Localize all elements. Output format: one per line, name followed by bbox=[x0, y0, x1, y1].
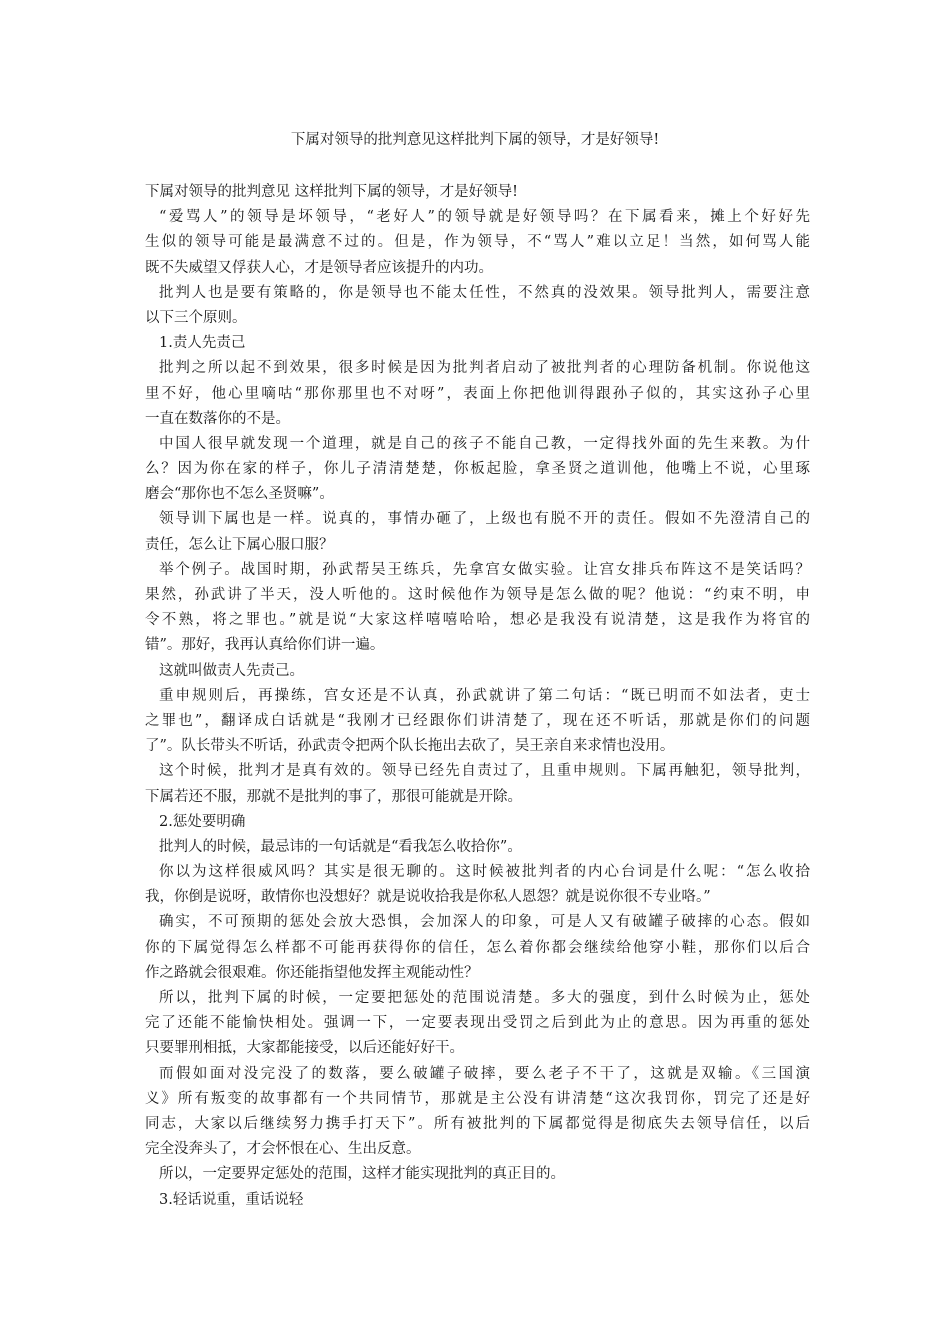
text-line: 既不失威望又俘获人心，才是领导者应该提升的内功。 bbox=[145, 259, 493, 276]
document-body bbox=[145, 180, 810, 1213]
text-line: “爱骂人”的领导是坏领导，“老好人”的领导就是好领导吗？在下属看来，摊上个好好先 bbox=[159, 209, 810, 226]
text-line: 么？因为你在家的样子，你儿子清清楚楚，你板起脸，拿圣贤之道训他，他嘴上不说，心里琢 bbox=[145, 461, 810, 478]
text-line: 磨会“那你也不怎么圣贤嘛”。 bbox=[145, 486, 334, 503]
text-line: 2.惩处要明确 bbox=[159, 813, 246, 830]
text-line: 同志，大家以后继续努力携手打天下”。所有被批判的下属都觉得是彻底失去领导信任，以后 bbox=[145, 1115, 810, 1132]
text-line: 所以，批判下属的时候，一定要把惩处的范围说清楚。多大的强度，到什么时候为止，惩处 bbox=[159, 990, 810, 1006]
text-line: 只要罪刑相抵，大家都能接受，以后还能好好干。 bbox=[145, 1040, 464, 1057]
text-line: 3.轻话说重，重话说轻 bbox=[159, 1191, 304, 1208]
text-line: 这就叫做责人先责己。 bbox=[159, 662, 304, 679]
text-line: 重申规则后，再操练，宫女还是不认真，孙武就讲了第二句话：“既已明而不如法者，吏士 bbox=[159, 687, 810, 704]
text-line: 生似的领导可能是最满意不过的。但是，作为领导，不“骂人”难以立足！当然，如何骂人能 bbox=[145, 234, 810, 251]
text-line: 作之路就会很艰难。你还能指望他发挥主观能动性？ bbox=[145, 964, 479, 981]
text-line: 错”。那好，我再认真给你们讲一遍。 bbox=[145, 637, 385, 654]
text-line: 你以为这样很威风吗？其实是很无聊的。这时候被批判者的内心台词是什么呢：“怎么收拾 bbox=[159, 864, 810, 881]
text-line: 一直在数落你的不是。 bbox=[145, 410, 290, 427]
text-line: 批判人的时候，最忌讳的一句话就是“看我怎么收拾你”。 bbox=[159, 838, 522, 855]
text-line: 所以，一定要界定惩处的范围，这样才能实现批判的真正目的。 bbox=[159, 1166, 565, 1183]
document-title: 下属对领导的批判意见这样批判下属的领导，才是好领导! bbox=[290, 132, 660, 148]
text-line: 1.责人先责己 bbox=[159, 335, 246, 352]
text-line: 下属若还不服，那就不是批判的事了，那很可能就是开除。 bbox=[145, 788, 522, 805]
text-line: 里不好，他心里嘀咕“那你那里也不对呀”，表面上你把他训得跟孙子似的，其实这孙子心里 bbox=[145, 385, 810, 402]
text-line: 令不熟，将之罪也。”就是说“大家这样嘻嘻哈哈，想必是我没有说清楚，这是我作为将官的 bbox=[145, 612, 810, 629]
text-line: 举个例子。战国时期，孙武帮吴王练兵，先拿宫女做实验。让宫女排兵布阵这不是笑话吗？ bbox=[159, 561, 810, 578]
text-line: 批判之所以起不到效果，很多时候是因为批判者启动了被批判者的心理防备机制。你说他这 bbox=[159, 360, 810, 377]
text-line: 完全没奔头了，才会怀恨在心、生出反意。 bbox=[145, 1141, 421, 1158]
text-line: 领导训下属也是一样。说真的，事情办砸了，上级也有脱不开的责任。假如不先澄清自己的 bbox=[159, 511, 810, 528]
text-line: 这个时候，批判才是真有效的。领导已经先自责过了，且重申规则。下属再触犯，领导批判， bbox=[159, 763, 810, 780]
text-line: 我，你倒是说呀，敢情你也没想好？就是说收拾我是你私人恩怨？就是说你很不专业咯。” bbox=[145, 889, 711, 906]
text-line: 责任，怎么让下属心服口服？ bbox=[145, 536, 334, 553]
text-line: 你的下属觉得怎么样都不可能再获得你的信任，怎么着你都会继续给他穿小鞋，那你们以后合 bbox=[145, 939, 810, 956]
text-line: 完了还能不能愉快相处。强调一下，一定要表现出受罚之后到此为止的意思。因为再重的惩处 bbox=[145, 1015, 810, 1032]
text-line: 义》所有叛变的故事都有一个共同情节，那就是主公没有讲清楚“这次我罚你，罚完了还是好 bbox=[145, 1090, 810, 1107]
text-line: 以下三个原则。 bbox=[145, 309, 247, 326]
text-line: 中国人很早就发现一个道理，就是自己的孩子不能自己教，一定得找外面的先生来教。为什 bbox=[159, 435, 810, 452]
text-line: 下属对领导的批判意见 这样批判下属的领导，才是好领导! bbox=[145, 184, 518, 200]
text-line: 而假如面对没完没了的数落，要么破罐子破摔，要么老子不干了，这就是双输。《三国演 bbox=[159, 1065, 810, 1082]
text-line: 果然，孙武讲了半天，没人听他的。这时候他作为领导是怎么做的呢？他说：“约束不明，申 bbox=[145, 587, 810, 603]
text-line: 之罪也”，翻译成白话就是“我刚才已经跟你们讲清楚了，现在还不听话，那就是你们的问题 bbox=[145, 712, 810, 729]
text-line: 了”。队长带头不听话，孙武责令把两个队长拖出去砍了，吴王亲自来求情也没用。 bbox=[145, 738, 675, 755]
text-line: 批判人也是要有策略的，你是领导也不能太任性，不然真的没效果。领导批判人，需要注意 bbox=[159, 284, 810, 301]
text-line: 确实，不可预期的惩处会放大恐惧，会加深人的印象，可是人又有破罐子破摔的心态。假如 bbox=[159, 914, 810, 931]
